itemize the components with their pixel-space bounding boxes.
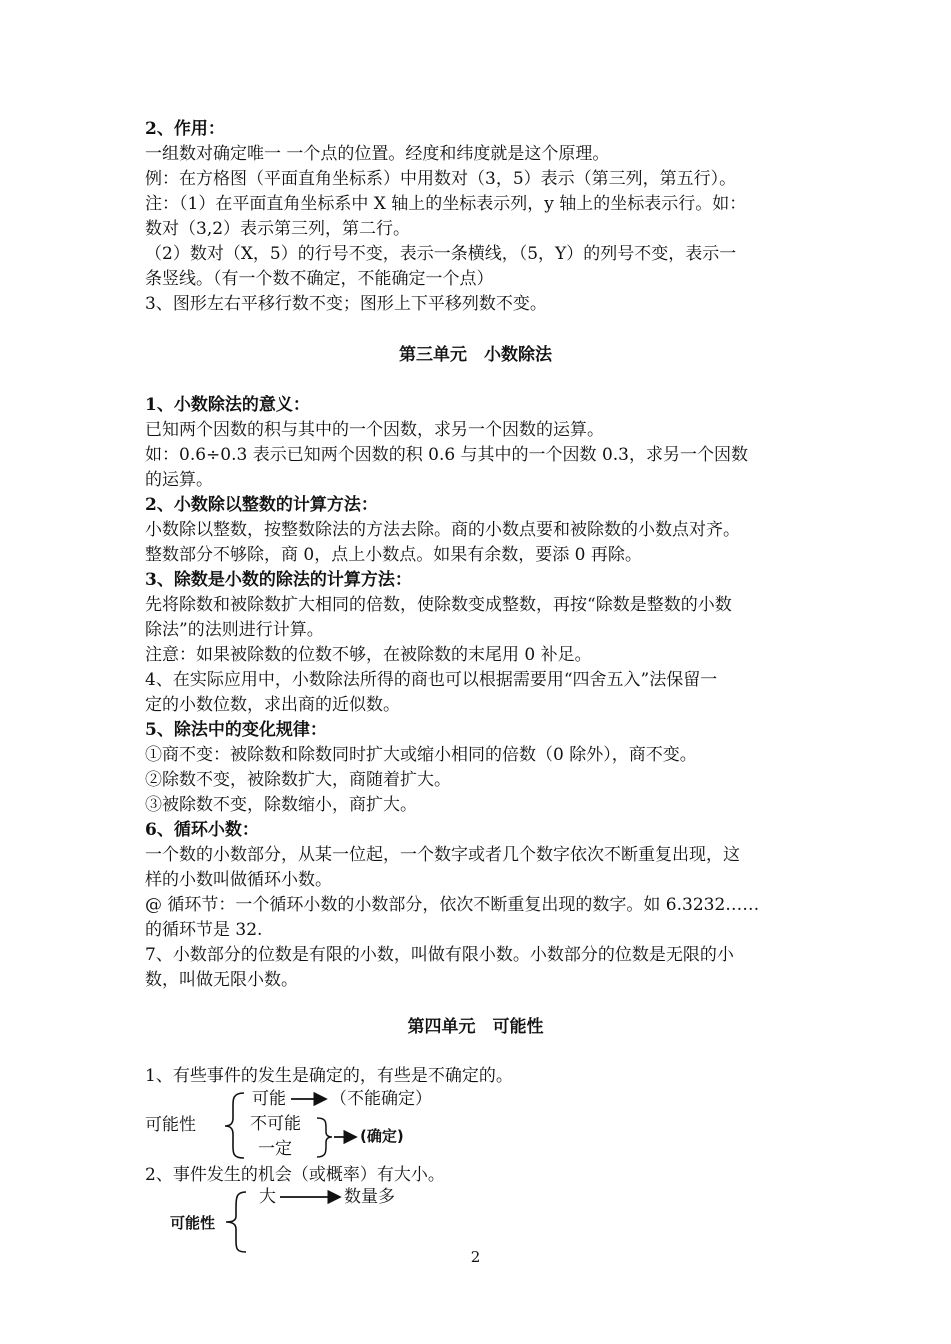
text-line: @ 循环节：一个循环小数的小数部分，依次不断重复出现的数字。如 6.3232…… bbox=[145, 895, 760, 915]
diagram2-root: 可能性 bbox=[170, 1214, 216, 1232]
text-line: ①商不变：被除数和除数同时扩大或缩小相同的倍数（0 除外），商不变。 bbox=[145, 745, 697, 765]
text-line: 注：（1）在平面直角坐标系中 X 轴上的坐标表示列，y 轴上的坐标表示行。如： bbox=[145, 194, 747, 214]
subheading: 3、除数是小数的除法的计算方法： bbox=[145, 570, 412, 590]
text-line: 一组数对确定唯一 一个点的位置。经度和纬度就是这个原理。 bbox=[145, 144, 610, 164]
text-line: ③被除数不变，除数缩小，商扩大。 bbox=[145, 795, 417, 815]
unit3-heading: 第三单元 小数除法 bbox=[399, 345, 552, 365]
diagram1-possible: 可能 bbox=[252, 1089, 286, 1109]
unit4-heading: 第四单元 可能性 bbox=[407, 1017, 544, 1037]
text-line: 的循环节是 32. bbox=[145, 920, 263, 940]
text-line: 条竖线。（有一个数不确定，不能确定一个点） bbox=[145, 269, 494, 289]
subheading: 2、小数除以整数的计算方法： bbox=[145, 495, 378, 515]
diagram2-many: 数量多 bbox=[344, 1187, 395, 1207]
text-line: 2、事件发生的机会（或概率）有大小。 bbox=[145, 1165, 445, 1185]
section-usage-title: 2、作用： bbox=[145, 119, 225, 139]
text-line: 数，叫做无限小数。 bbox=[145, 970, 298, 990]
text-line: 如：0.6÷0.3 表示已知两个因数的积 0.6 与其中的一个因数 0.3，求另一个因数 bbox=[145, 445, 749, 465]
diagram1-certain: 一定 bbox=[258, 1139, 292, 1159]
text-line: 先将除数和被除数扩大相同的倍数，使除数变成整数，再按“除数是整数的小数 bbox=[145, 595, 732, 615]
text-line: 整数部分不够除，商 0，点上小数点。如果有余数，要添 0 再除。 bbox=[145, 545, 642, 565]
text-line: 的运算。 bbox=[145, 470, 213, 490]
text-line: 定的小数位数，求出商的近似数。 bbox=[145, 695, 400, 715]
subheading: 6、循环小数： bbox=[145, 820, 259, 840]
text-line: 数对（3,2）表示第三列，第二行。 bbox=[145, 219, 411, 239]
text-line: 1、有些事件的发生是确定的，有些是不确定的。 bbox=[145, 1066, 513, 1086]
text-line: （2）数对（X，5）的行号不变，表示一条横线，（5，Y）的列号不变，表示一 bbox=[145, 244, 737, 264]
subheading: 1、小数除法的意义： bbox=[145, 395, 310, 415]
diagram2-big: 大 bbox=[259, 1187, 276, 1207]
text-line: 已知两个因数的积与其中的一个因数，求另一个因数的运算。 bbox=[145, 420, 604, 440]
text-line: 4、在实际应用中，小数除法所得的商也可以根据需要用“四舍五入”法保留一 bbox=[145, 670, 718, 690]
diagram1-root: 可能性 bbox=[145, 1115, 196, 1135]
text-line: 小数除以整数，按整数除法的方法去除。商的小数点要和被除数的小数点对齐。 bbox=[145, 520, 740, 540]
diagram1-uncertain: （不能确定） bbox=[330, 1089, 432, 1109]
diagram1-brace bbox=[225, 1093, 244, 1158]
subheading: 5、除法中的变化规律： bbox=[145, 720, 327, 740]
text-line: ②除数不变，被除数扩大，商随着扩大。 bbox=[145, 770, 451, 790]
diagram2-brace bbox=[226, 1192, 246, 1252]
diagram1-certain-result: (确定) bbox=[360, 1127, 404, 1145]
text-line: 样的小数叫做循环小数。 bbox=[145, 870, 332, 890]
text-line: 除法”的法则进行计算。 bbox=[145, 620, 324, 640]
text-line: 3、图形左右平移行数不变；图形上下平移列数不变。 bbox=[145, 294, 547, 314]
diagram1-impossible: 不可能 bbox=[250, 1114, 301, 1134]
text-line: 注意：如果被除数的位数不够，在被除数的末尾用 0 补足。 bbox=[145, 645, 592, 665]
text-line: 一个数的小数部分，从某一位起，一个数字或者几个数字依次不断重复出现，这 bbox=[145, 845, 740, 865]
text-line: 7、小数部分的位数是有限的小数，叫做有限小数。小数部分的位数是无限的小 bbox=[145, 945, 734, 965]
diagram1-right-brace bbox=[317, 1118, 332, 1157]
text-line: 例：在方格图（平面直角坐标系）中用数对（3，5）表示（第三列，第五行）。 bbox=[145, 169, 737, 189]
page-number: 2 bbox=[470, 1248, 481, 1266]
